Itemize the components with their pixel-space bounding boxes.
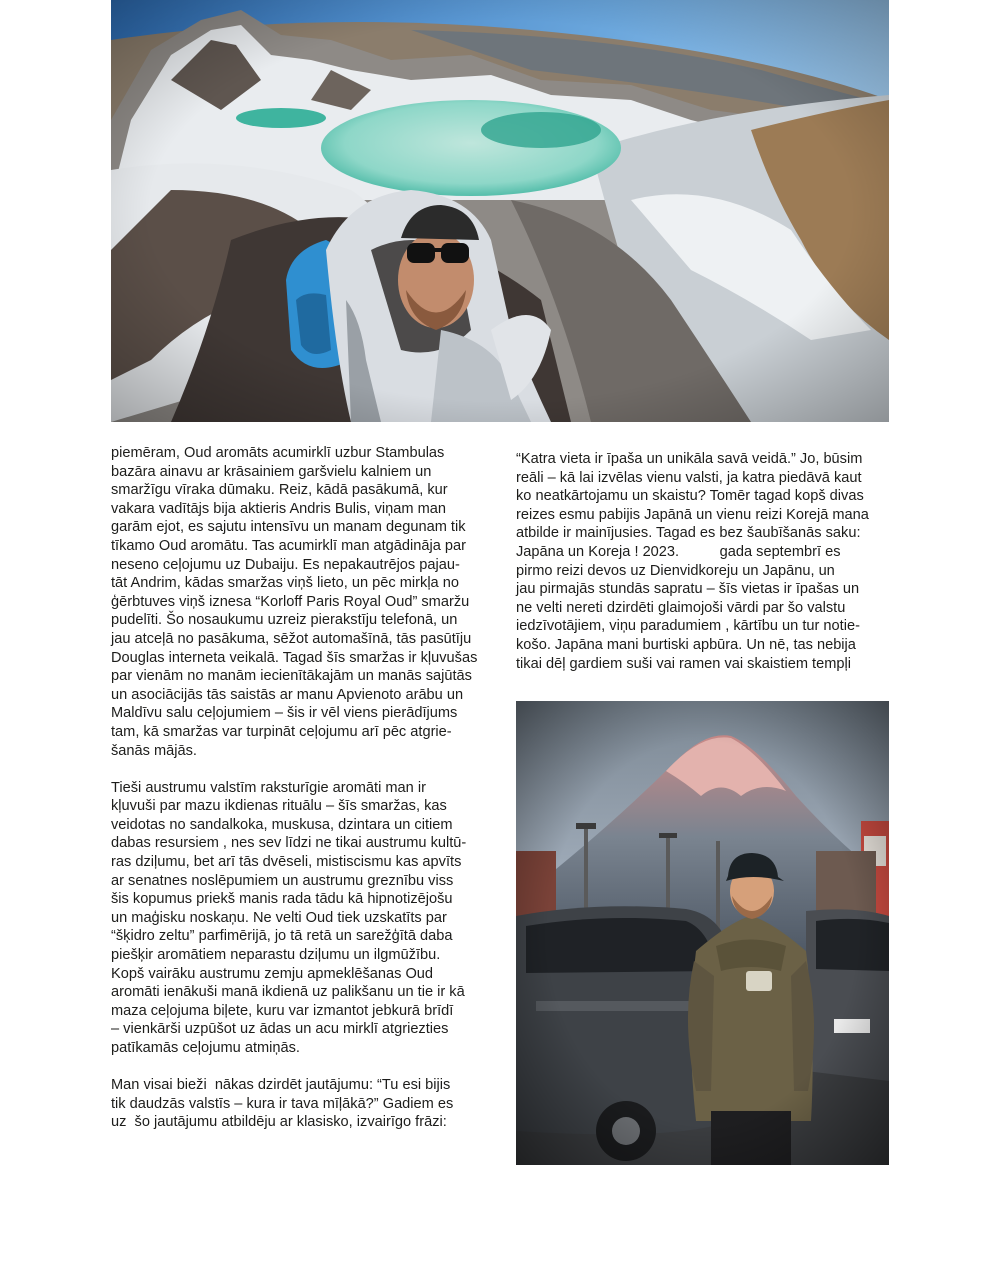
text-line: veidotas no sandalkoka, muskusa, dzintara un citiem [111,816,453,833]
text-line: tāt Andrim, kādas smaržas viņš lieto, un pēc mirkļa no [111,575,459,592]
text-line: – vienkārši uzpūšot uz ādas un acu mirklī atgriezties [111,1021,449,1038]
text-line: Maldīvu salu ceļojumiem – šis ir vēl viens pierādījums [111,705,458,722]
text-line: “Katra vieta ir īpaša un unikāla savā veidā.” Jo, būsim [516,451,863,467]
text-line: jau pirmajās stundās sapratu – šīs vietas ir īpašas un [516,581,860,598]
paragraph-2 [111,779,491,1058]
text-line: šis kopumus priekš manis rada tādu kā hipnotizējošu [111,891,453,908]
text-line: Man visai bieži nākas dzirdēt jautājumu: “Tu esi bijis [111,1077,451,1094]
text-line: patīkamās ceļojumu atmiņās. [111,1040,300,1056]
text-line: šanās mājās. [111,742,197,759]
text-line: tik daudzās valstīs – kura ir tava mīļākā?” Gadiem es [111,1095,454,1112]
text-line: ģērbtuves viņš iznesa “Korloff Paris Royal Oud” smaržu [111,593,470,610]
text-column-left [111,444,491,1132]
text-line: vakara vadītājs bija aktieris Andris Bulis, viņam man [111,500,446,517]
text-line: reizes esmu pabijis Japānā un vienu reizi Korejā mana [516,506,869,523]
text-line: kļuvuši par mazu ikdienas rituālu – šīs smaržas, kas [111,798,447,815]
text-line: piešķir aromātiem neparastu dziļumu un ilgmūžību. [111,947,441,964]
text-line: dabas resursiem , nes sev līdzi ne tikai austrumu kultū- [111,835,467,852]
text-line: “šķidro zeltu” parfimērijā, jo tā retā un sarežģītā daba [111,928,453,945]
text-line: garām ejot, es sajutu intensīvu un manam degunam tik [111,519,466,536]
text-line: ras dziļumu, bet arī tās dvēseli, mistiscismu kas apvīts [111,854,462,871]
text-line: par vienām no manām iecienītākajām un manās sajūtās [111,668,472,685]
text-line: Douglas interneta veikalā. Tagad šīs smaržas ir kļuvušas [111,649,478,666]
paragraph-3 [111,1076,491,1132]
text-line: aromāti ienākuši manā ikdienā uz palikšanu un tie ir kā [111,984,465,1001]
photo-mountain-selfie [111,0,889,422]
text-line: Kopš vairāku austrumu zemju apmeklēšanas Oud [111,965,434,982]
text-line: ne velti nereti dzirdēti glaimojoši vārdi par šo valstu [516,599,846,616]
text-line: piemēram, Oud aromāts acumirklī uzbur Stambulas [111,445,445,461]
text-line: maza ceļojuma biļete, kuru var izmantot jebkurā brīdī [111,1002,454,1019]
text-line: jau atceļā no pasākuma, sēžot automašīnā, tās pasūtīju [111,630,472,647]
text-line: neseno ceļojumu uz Dubaiju. Es nepakautrējos pajau- [111,556,460,573]
photo-mount-fuji-portrait [516,701,889,1165]
text-line: košo. Japāna mani burtiski apbūra. Un nē, tas nebija [516,636,856,653]
text-line: iedzīvotājiem, viņu paradumiem , kārtību un tur notie- [516,618,860,635]
text-line: tam, kā smaržas var turpināt ceļojumu arī pēc atgrie- [111,723,452,740]
paragraph-1 [516,450,889,673]
text-line: bazāra ainavu ar krāsainiem garšvielu kalniem un [111,463,432,480]
text-line: tīkamo Oud aromātu. Tas acumirklī man atgādināja par [111,537,467,554]
text-line: pudelīti. Šo nosaukumu uzreiz pierakstīju telefonā, un [111,612,458,629]
text-line: un asociācijās tās saistās ar manu Apvienoto arābu un [111,686,464,703]
text-line: Japāna un Koreja ! 2023. gada septembrī es [516,543,841,560]
text-line: tikai dēļ gardiem suši vai ramen vai skaistiem tempļi [516,655,851,672]
text-line: ko neatkārtojamu un skaistu? Tomēr tagad kopš divas [516,488,864,505]
text-line: uz šo jautājumu atbildēju ar klasisko, izvairīgo frāzi: [111,1114,447,1131]
text-line: atbilde ir mainījusies. Tagad es bez šaubīšanās saku: [516,525,861,542]
text-line: Tieši austrumu valstīm raksturīgie aromāti man ir [111,779,426,796]
text-line: smaržīgu vīraka dūmaku. Reiz, kādā pasākumā, kur [111,482,448,499]
text-line: pirmo reizi devos uz Dienvidkoreju un Japānu, un [516,562,835,579]
paragraph-1 [111,444,491,760]
text-line: ar senatnes noslēpumiem un austrumu greznību viss [111,872,454,889]
text-column-right [516,450,889,673]
text-line: reāli – kā lai izvēlas vienu valsti, ja katra piedāvā kaut [516,469,862,486]
text-line: un maģisku noskaņu. Ne velti Oud tiek uzskatīts par [111,909,447,926]
